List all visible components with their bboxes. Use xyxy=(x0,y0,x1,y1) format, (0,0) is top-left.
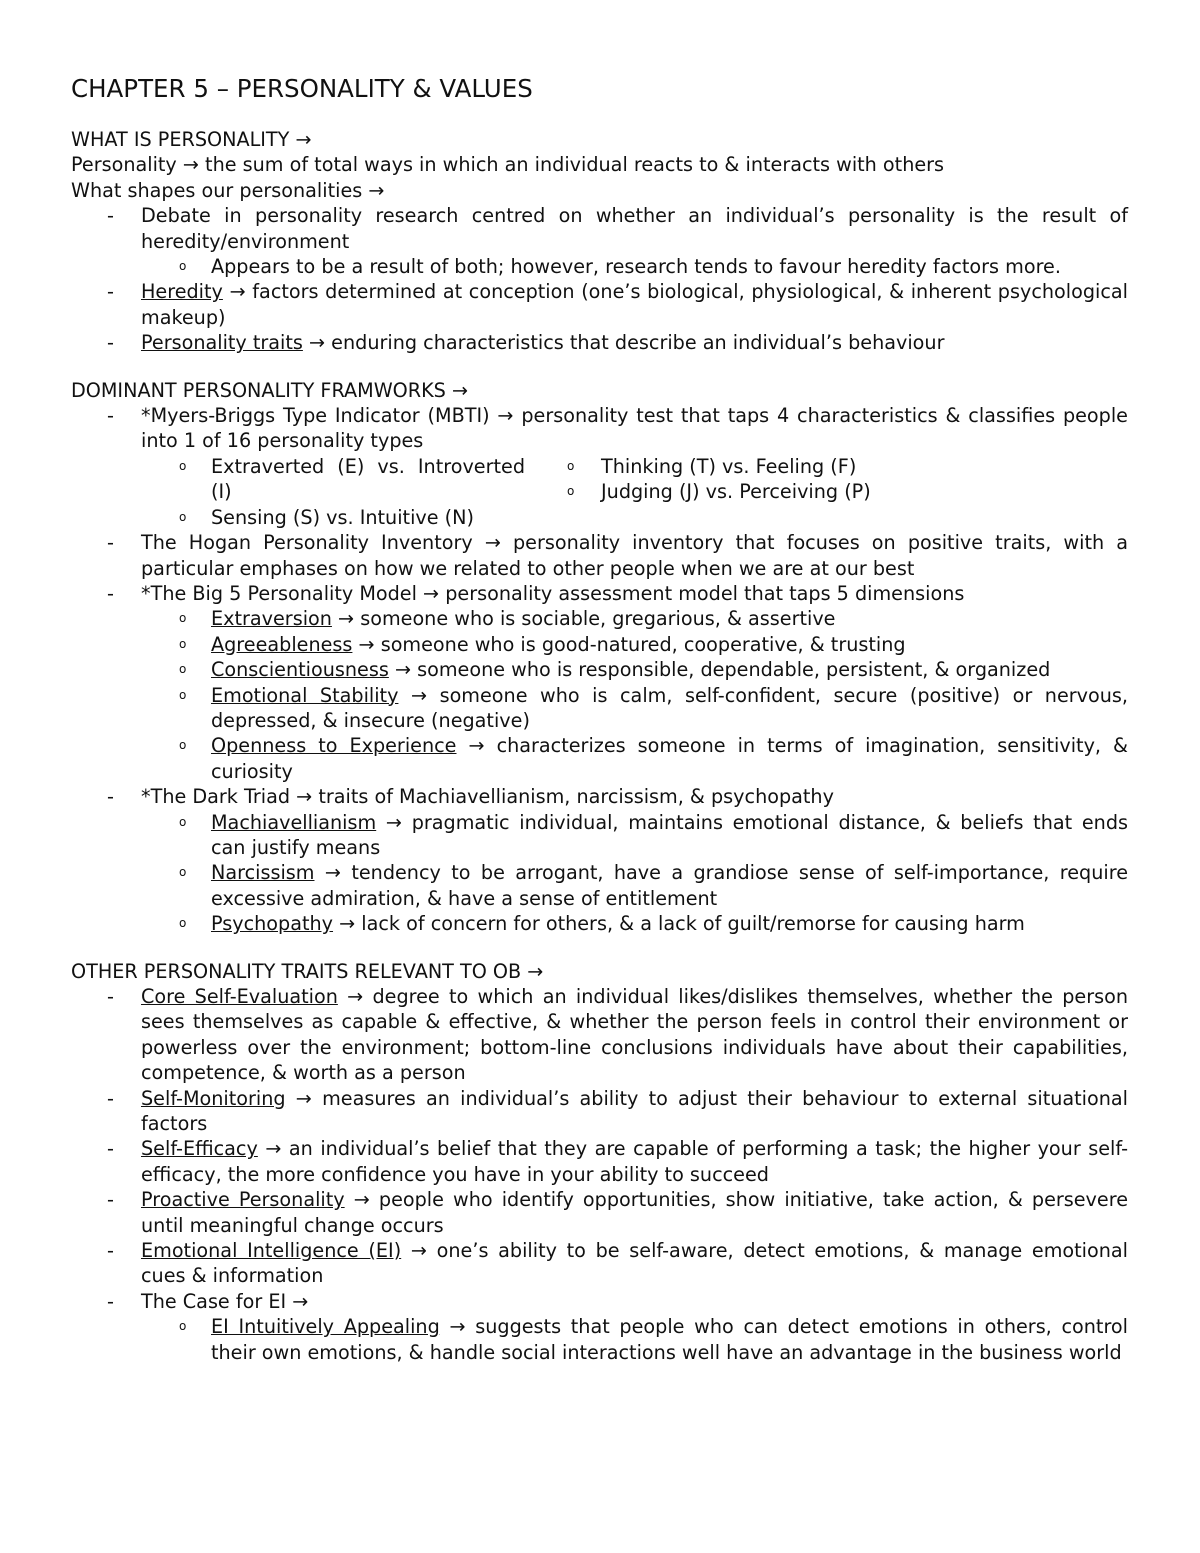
sub-list-item xyxy=(71,733,1128,784)
sub-list-item xyxy=(71,683,1128,734)
list-item xyxy=(71,330,1128,355)
term-definition: → an individual’s belief that they are capable of performing a task; the higher your self-efficacy, the more confidence you have in your ability to succeed xyxy=(141,1137,1128,1186)
term-definition: → characterizes someone in terms of imagination, sensitivity, & curiosity xyxy=(211,734,1128,783)
document-page xyxy=(71,74,1128,1365)
sub-list-item xyxy=(71,911,1128,936)
circle-bullet: o xyxy=(179,662,187,677)
circle-bullet: o xyxy=(179,611,187,626)
sub-list-item-text: Extraverted (E) vs. Introverted (I) xyxy=(211,454,525,504)
list-item xyxy=(71,1187,1128,1238)
sub-list-item xyxy=(565,479,1128,504)
term: Heredity xyxy=(141,280,223,304)
term: Agreeableness xyxy=(211,632,353,656)
list-item-text: The Hogan Personality Inventory → personality inventory that focuses on positive traits, with a particular emphases on how we related to other people when we are at our best xyxy=(141,531,1128,580)
dash-bullet: - xyxy=(107,404,114,428)
list-item xyxy=(71,1136,1128,1187)
term-definition: → someone who is calm, self-confident, secure (positive) or nervous, depressed, & insecure (negative) xyxy=(211,683,1128,732)
sub-list-item xyxy=(71,860,1128,911)
section-dominant-frameworks xyxy=(71,378,1128,937)
circle-bullet: o xyxy=(179,636,187,651)
circle-bullet: o xyxy=(179,916,187,931)
list-item xyxy=(71,203,1128,254)
sub-list-item xyxy=(71,657,1128,682)
definition-line: Personality → the sum of total ways in which an individual reacts to & interacts with others xyxy=(71,153,945,177)
term: Core Self-Evaluation xyxy=(141,985,338,1008)
term: Machiavellianism xyxy=(211,810,377,834)
term: Self-Efficacy xyxy=(141,1137,258,1161)
term-definition: → people who identify opportunities, show initiative, take action, & persevere until meaningful change occurs xyxy=(141,1188,1128,1237)
list-item xyxy=(71,530,1128,581)
dash-bullet: - xyxy=(107,581,114,605)
dash-bullet: - xyxy=(107,1289,114,1313)
term-definition: → someone who is responsible, dependable, persistent, & organized xyxy=(388,658,1051,682)
term-definition: → measures an individual’s ability to adjust their behaviour to external situational factors xyxy=(141,1086,1128,1136)
term: Emotional Intelligence (EI) xyxy=(141,1239,402,1263)
term: Personality traits xyxy=(141,331,303,355)
term: Emotional Stability xyxy=(211,683,399,707)
list-item xyxy=(71,581,1128,606)
circle-bullet: o xyxy=(179,458,187,473)
circle-bullet: o xyxy=(179,814,187,829)
sub-list-item xyxy=(71,632,1128,657)
circle-bullet: o xyxy=(179,1319,187,1334)
list-item-text: *The Big 5 Personality Model → personality assessment model that taps 5 dimensions xyxy=(141,581,965,605)
term: Self-Monitoring xyxy=(141,1086,286,1110)
dash-bullet: - xyxy=(107,204,114,228)
term-definition: → lack of concern for others, & a lack of guilt/remorse for causing harm xyxy=(333,912,1025,936)
sub-list-item xyxy=(565,454,1128,479)
dash-bullet: - xyxy=(107,985,114,1008)
list-item xyxy=(71,984,1128,1086)
section-other-traits xyxy=(71,959,1128,1366)
subheading-line: What shapes our personalities → xyxy=(71,178,385,202)
list-item xyxy=(71,784,1128,809)
circle-bullet: o xyxy=(179,687,187,702)
list-item xyxy=(71,1086,1128,1137)
circle-bullet: o xyxy=(567,458,575,473)
term-definition: → enduring characteristics that describe an individual’s behaviour xyxy=(302,331,945,355)
dash-bullet: - xyxy=(107,1086,114,1110)
term: Conscientiousness xyxy=(211,658,389,682)
sub-list-item-text: Judging (J) vs. Perceiving (P) xyxy=(601,480,871,504)
term: Proactive Personality xyxy=(141,1188,345,1212)
dash-bullet: - xyxy=(107,785,114,809)
dash-bullet: - xyxy=(107,1137,114,1161)
dash-bullet: - xyxy=(107,331,114,355)
term-definition: → degree to which an individual likes/dislikes themselves, whether the person sees themselves as capable & effective, & whether the person feels in control their environment or powerless over the environment; bottom-line conclusions individuals have about their capabilities, competence, & worth as a person xyxy=(141,985,1128,1085)
term: Narcissism xyxy=(211,861,315,885)
sub-list-item xyxy=(71,505,565,530)
term-definition: → tendency to be arrogant, have a grandiose sense of self-importance, require excessive admiration, & have a sense of entitlement xyxy=(211,861,1128,910)
page-title: CHAPTER 5 – PERSONALITY & VALUES xyxy=(71,74,533,103)
list-item xyxy=(71,1289,1128,1314)
dash-bullet: - xyxy=(107,531,114,555)
sub-list-item xyxy=(71,1314,1128,1365)
section-heading: OTHER PERSONALITY TRAITS RELEVANT TO OB → xyxy=(71,959,544,983)
sub-list-item xyxy=(71,810,1128,861)
mbti-columns xyxy=(71,454,1128,530)
term-definition: → someone who is sociable, gregarious, & assertive xyxy=(331,607,836,631)
list-item-text: *The Dark Triad → traits of Machiavellianism, narcissism, & psychopathy xyxy=(141,785,834,809)
term: Openness to Experience xyxy=(211,734,457,758)
circle-bullet: o xyxy=(179,738,187,753)
list-item xyxy=(71,279,1128,330)
circle-bullet: o xyxy=(567,484,575,499)
circle-bullet: o xyxy=(179,865,187,880)
list-item-text: The Case for EI → xyxy=(141,1289,309,1313)
term-definition: → factors determined at conception (one’s biological, physiological, & inherent psychological makeup) xyxy=(141,280,1128,329)
list-item xyxy=(71,1238,1128,1289)
sub-list-item xyxy=(71,606,1128,631)
list-item-text: Debate in personality research centred on whether an individual’s personality is the result of heredity/environment xyxy=(141,204,1128,253)
circle-bullet: o xyxy=(179,259,187,274)
term-definition: → one’s ability to be self-aware, detect emotions, & manage emotional cues & information xyxy=(141,1239,1128,1288)
dash-bullet: - xyxy=(107,1239,114,1263)
term-definition: → pragmatic individual, maintains emotional distance, & beliefs that ends can justify means xyxy=(211,810,1128,859)
dash-bullet: - xyxy=(107,280,114,304)
term-definition: → suggests that people who can detect emotions in others, control their own emotions, & handle social interactions well have an advantage in the business world xyxy=(211,1315,1128,1364)
section-what-is-personality xyxy=(71,127,1128,356)
term: Psychopathy xyxy=(211,912,334,936)
sub-list-item-text: Appears to be a result of both; however, research tends to favour heredity factors more. xyxy=(211,255,1061,279)
sub-list-item-text: Thinking (T) vs. Feeling (F) xyxy=(601,454,857,478)
list-item xyxy=(71,403,1128,454)
sub-list-item-text: Sensing (S) vs. Intuitive (N) xyxy=(211,505,474,529)
circle-bullet: o xyxy=(179,509,187,524)
term: Extraversion xyxy=(211,607,332,631)
list-item-text: *Myers-Briggs Type Indicator (MBTI) → personality test that taps 4 characteristics & classifies people into 1 of 16 personality types xyxy=(141,404,1128,453)
sub-list-item xyxy=(71,454,565,505)
term-definition: → someone who is good-natured, cooperative, & trusting xyxy=(352,632,906,656)
term: EI Intuitively Appealing xyxy=(211,1315,440,1339)
dash-bullet: - xyxy=(107,1188,114,1212)
section-heading: WHAT IS PERSONALITY → xyxy=(71,128,312,151)
section-heading: DOMINANT PERSONALITY FRAMWORKS → xyxy=(71,378,469,402)
sub-list-item xyxy=(71,254,1128,279)
